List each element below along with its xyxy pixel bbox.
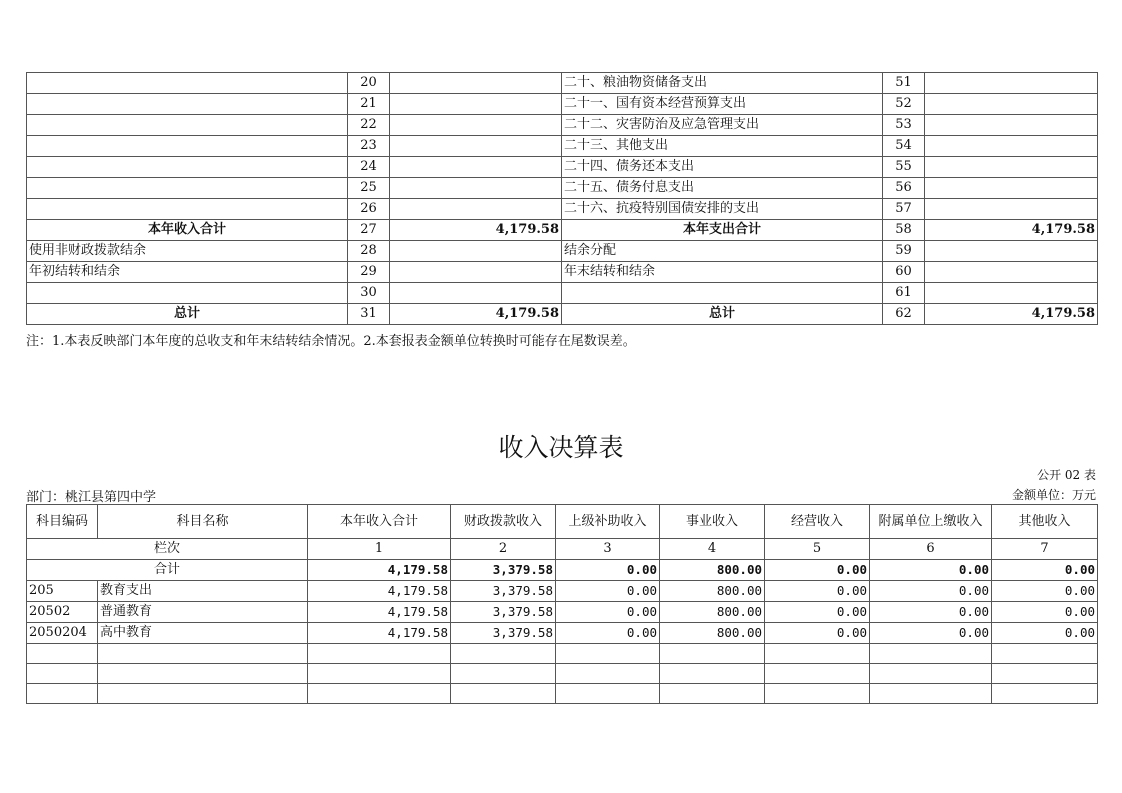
empty-cell <box>870 684 992 704</box>
table-row <box>27 136 1098 157</box>
expense-item-label: 二十、粮油物资储备支出 <box>562 73 883 94</box>
amount-cell: 800.00 <box>660 602 765 623</box>
column-number: 3 <box>556 539 660 560</box>
amount-cell: 3,379.58 <box>451 602 556 623</box>
amount-cell: 800.00 <box>660 581 765 602</box>
header-row <box>27 505 1098 539</box>
income-item-label <box>27 283 348 304</box>
income-item-label: 总计 <box>27 304 348 325</box>
row-number: 53 <box>883 115 925 136</box>
amount-cell: 0.00 <box>870 602 992 623</box>
table-row <box>27 178 1098 199</box>
empty-cell <box>765 644 870 664</box>
row-number: 28 <box>348 241 390 262</box>
amount-cell: 0.00 <box>556 602 660 623</box>
expense-item-label: 总计 <box>562 304 883 325</box>
expense-amount <box>925 199 1098 220</box>
row-number: 59 <box>883 241 925 262</box>
table-row <box>27 304 1098 325</box>
empty-cell <box>992 664 1098 684</box>
expense-amount <box>925 178 1098 199</box>
page-title: 收入决算表 <box>498 433 624 462</box>
row-number: 54 <box>883 136 925 157</box>
empty-cell <box>27 684 98 704</box>
expense-item-label: 二十五、债务付息支出 <box>562 178 883 199</box>
column-header: 附属单位上缴收入 <box>870 505 992 539</box>
amount-unit-label: 金额单位：万元 <box>1011 488 1096 502</box>
row-number: 29 <box>348 262 390 283</box>
income-amount <box>390 157 562 178</box>
row-number: 31 <box>348 304 390 325</box>
subject-name: 教育支出 <box>98 581 308 602</box>
income-amount <box>390 262 562 283</box>
empty-row <box>27 684 1098 704</box>
table-row <box>27 115 1098 136</box>
table-row <box>27 73 1098 94</box>
empty-cell <box>98 664 308 684</box>
expense-amount <box>925 94 1098 115</box>
amount-cell: 4,179.58 <box>308 602 451 623</box>
table-row <box>27 220 1098 241</box>
column-number: 5 <box>765 539 870 560</box>
empty-row <box>27 644 1098 664</box>
total-value: 0.00 <box>556 560 660 581</box>
row-number: 21 <box>348 94 390 115</box>
empty-cell <box>451 664 556 684</box>
empty-cell <box>660 644 765 664</box>
amount-cell: 0.00 <box>765 623 870 644</box>
income-amount <box>390 73 562 94</box>
amount-cell: 3,379.58 <box>451 623 556 644</box>
amount-cell: 0.00 <box>870 623 992 644</box>
expense-amount <box>925 283 1098 304</box>
row-number: 25 <box>348 178 390 199</box>
expense-amount: 4,179.58 <box>925 220 1098 241</box>
row-number: 23 <box>348 136 390 157</box>
empty-cell <box>556 684 660 704</box>
row-number: 62 <box>883 304 925 325</box>
income-amount: 4,179.58 <box>390 220 562 241</box>
expense-amount <box>925 136 1098 157</box>
empty-cell <box>27 644 98 664</box>
row-number: 51 <box>883 73 925 94</box>
department-label: 部门：桃江县第四中学 <box>26 490 157 505</box>
column-header: 事业收入 <box>660 505 765 539</box>
empty-cell <box>556 664 660 684</box>
row-number: 27 <box>348 220 390 241</box>
row-number: 26 <box>348 199 390 220</box>
total-row <box>27 560 1098 581</box>
table-row <box>27 581 1098 602</box>
expense-amount: 4,179.58 <box>925 304 1098 325</box>
amount-cell: 4,179.58 <box>308 623 451 644</box>
amount-cell: 0.00 <box>556 623 660 644</box>
income-item-label: 年初结转和结余 <box>27 262 348 283</box>
row-number: 22 <box>348 115 390 136</box>
expense-amount <box>925 157 1098 178</box>
income-item-label <box>27 136 348 157</box>
expense-item-label: 本年支出合计 <box>562 220 883 241</box>
income-amount <box>390 178 562 199</box>
subject-code: 2050204 <box>27 623 98 644</box>
total-label: 合计 <box>27 560 308 581</box>
column-header: 上级补助收入 <box>556 505 660 539</box>
amount-cell: 800.00 <box>660 623 765 644</box>
income-table <box>26 504 1098 704</box>
income-amount <box>390 94 562 115</box>
table-row <box>27 157 1098 178</box>
empty-cell <box>992 684 1098 704</box>
empty-cell <box>98 684 308 704</box>
income-item-label <box>27 94 348 115</box>
empty-cell <box>451 684 556 704</box>
expense-item-label: 二十四、债务还本支出 <box>562 157 883 178</box>
row-number: 20 <box>348 73 390 94</box>
row-number: 30 <box>348 283 390 304</box>
expense-item-label: 结余分配 <box>562 241 883 262</box>
income-item-label <box>27 199 348 220</box>
column-number: 2 <box>451 539 556 560</box>
column-header: 经营收入 <box>765 505 870 539</box>
subject-code: 20502 <box>27 602 98 623</box>
row-number: 56 <box>883 178 925 199</box>
income-amount: 4,179.58 <box>390 304 562 325</box>
table-row <box>27 283 1098 304</box>
total-value: 4,179.58 <box>308 560 451 581</box>
amount-cell: 0.00 <box>992 581 1098 602</box>
amount-cell: 0.00 <box>765 581 870 602</box>
amount-cell: 0.00 <box>556 581 660 602</box>
income-item-label <box>27 73 348 94</box>
income-item-label <box>27 178 348 199</box>
column-number-label: 栏次 <box>27 539 308 560</box>
empty-cell <box>660 664 765 684</box>
column-header: 科目编码 <box>27 505 98 539</box>
expense-amount <box>925 241 1098 262</box>
total-value: 0.00 <box>765 560 870 581</box>
empty-cell <box>556 644 660 664</box>
row-number: 55 <box>883 157 925 178</box>
column-header: 科目名称 <box>98 505 308 539</box>
expense-amount <box>925 115 1098 136</box>
table-row <box>27 262 1098 283</box>
total-value: 3,379.58 <box>451 560 556 581</box>
subject-name: 普通教育 <box>98 602 308 623</box>
column-header: 其他收入 <box>992 505 1098 539</box>
amount-cell: 0.00 <box>765 602 870 623</box>
column-number: 7 <box>992 539 1098 560</box>
income-amount <box>390 283 562 304</box>
row-number: 61 <box>883 283 925 304</box>
form-number: 公开 02 表 <box>1037 468 1096 482</box>
income-amount <box>390 115 562 136</box>
column-header: 本年收入合计 <box>308 505 451 539</box>
empty-cell <box>765 664 870 684</box>
empty-cell <box>308 644 451 664</box>
column-number: 1 <box>308 539 451 560</box>
income-item-label: 使用非财政拨款结余 <box>27 241 348 262</box>
empty-cell <box>992 644 1098 664</box>
empty-cell <box>660 684 765 704</box>
amount-cell: 3,379.58 <box>451 581 556 602</box>
table-row <box>27 94 1098 115</box>
column-number: 4 <box>660 539 765 560</box>
column-header: 财政拨款收入 <box>451 505 556 539</box>
row-number: 57 <box>883 199 925 220</box>
empty-cell <box>27 664 98 684</box>
amount-cell: 4,179.58 <box>308 581 451 602</box>
empty-cell <box>98 644 308 664</box>
empty-cell <box>870 644 992 664</box>
row-number: 24 <box>348 157 390 178</box>
expense-item-label: 二十一、国有资本经营预算支出 <box>562 94 883 115</box>
expense-item-label: 二十三、其他支出 <box>562 136 883 157</box>
total-value: 800.00 <box>660 560 765 581</box>
amount-cell: 0.00 <box>992 623 1098 644</box>
empty-cell <box>308 684 451 704</box>
row-number: 52 <box>883 94 925 115</box>
table-note: 注：1.本表反映部门本年度的总收支和年末结转结余情况。2.本套报表金额单位转换时可能存在尾数误差。 <box>26 334 636 349</box>
empty-cell <box>308 664 451 684</box>
amount-cell: 0.00 <box>992 602 1098 623</box>
expense-item-label: 二十六、抗疫特别国债安排的支出 <box>562 199 883 220</box>
table-row <box>27 623 1098 644</box>
total-value: 0.00 <box>870 560 992 581</box>
subject-code: 205 <box>27 581 98 602</box>
empty-cell <box>870 664 992 684</box>
balance-table <box>26 72 1098 325</box>
row-number: 60 <box>883 262 925 283</box>
empty-row <box>27 664 1098 684</box>
column-number: 6 <box>870 539 992 560</box>
income-amount <box>390 241 562 262</box>
expense-item-label <box>562 283 883 304</box>
table-row <box>27 602 1098 623</box>
table-row <box>27 241 1098 262</box>
amount-cell: 0.00 <box>870 581 992 602</box>
row-number: 58 <box>883 220 925 241</box>
income-item-label <box>27 115 348 136</box>
income-amount <box>390 136 562 157</box>
empty-cell <box>451 644 556 664</box>
income-item-label: 本年收入合计 <box>27 220 348 241</box>
subject-name: 高中教育 <box>98 623 308 644</box>
expense-amount <box>925 262 1098 283</box>
table-row <box>27 199 1098 220</box>
expense-item-label: 年末结转和结余 <box>562 262 883 283</box>
expense-item-label: 二十二、灾害防治及应急管理支出 <box>562 115 883 136</box>
expense-amount <box>925 73 1098 94</box>
empty-cell <box>765 684 870 704</box>
total-value: 0.00 <box>992 560 1098 581</box>
income-item-label <box>27 157 348 178</box>
column-number-row <box>27 539 1098 560</box>
income-amount <box>390 199 562 220</box>
